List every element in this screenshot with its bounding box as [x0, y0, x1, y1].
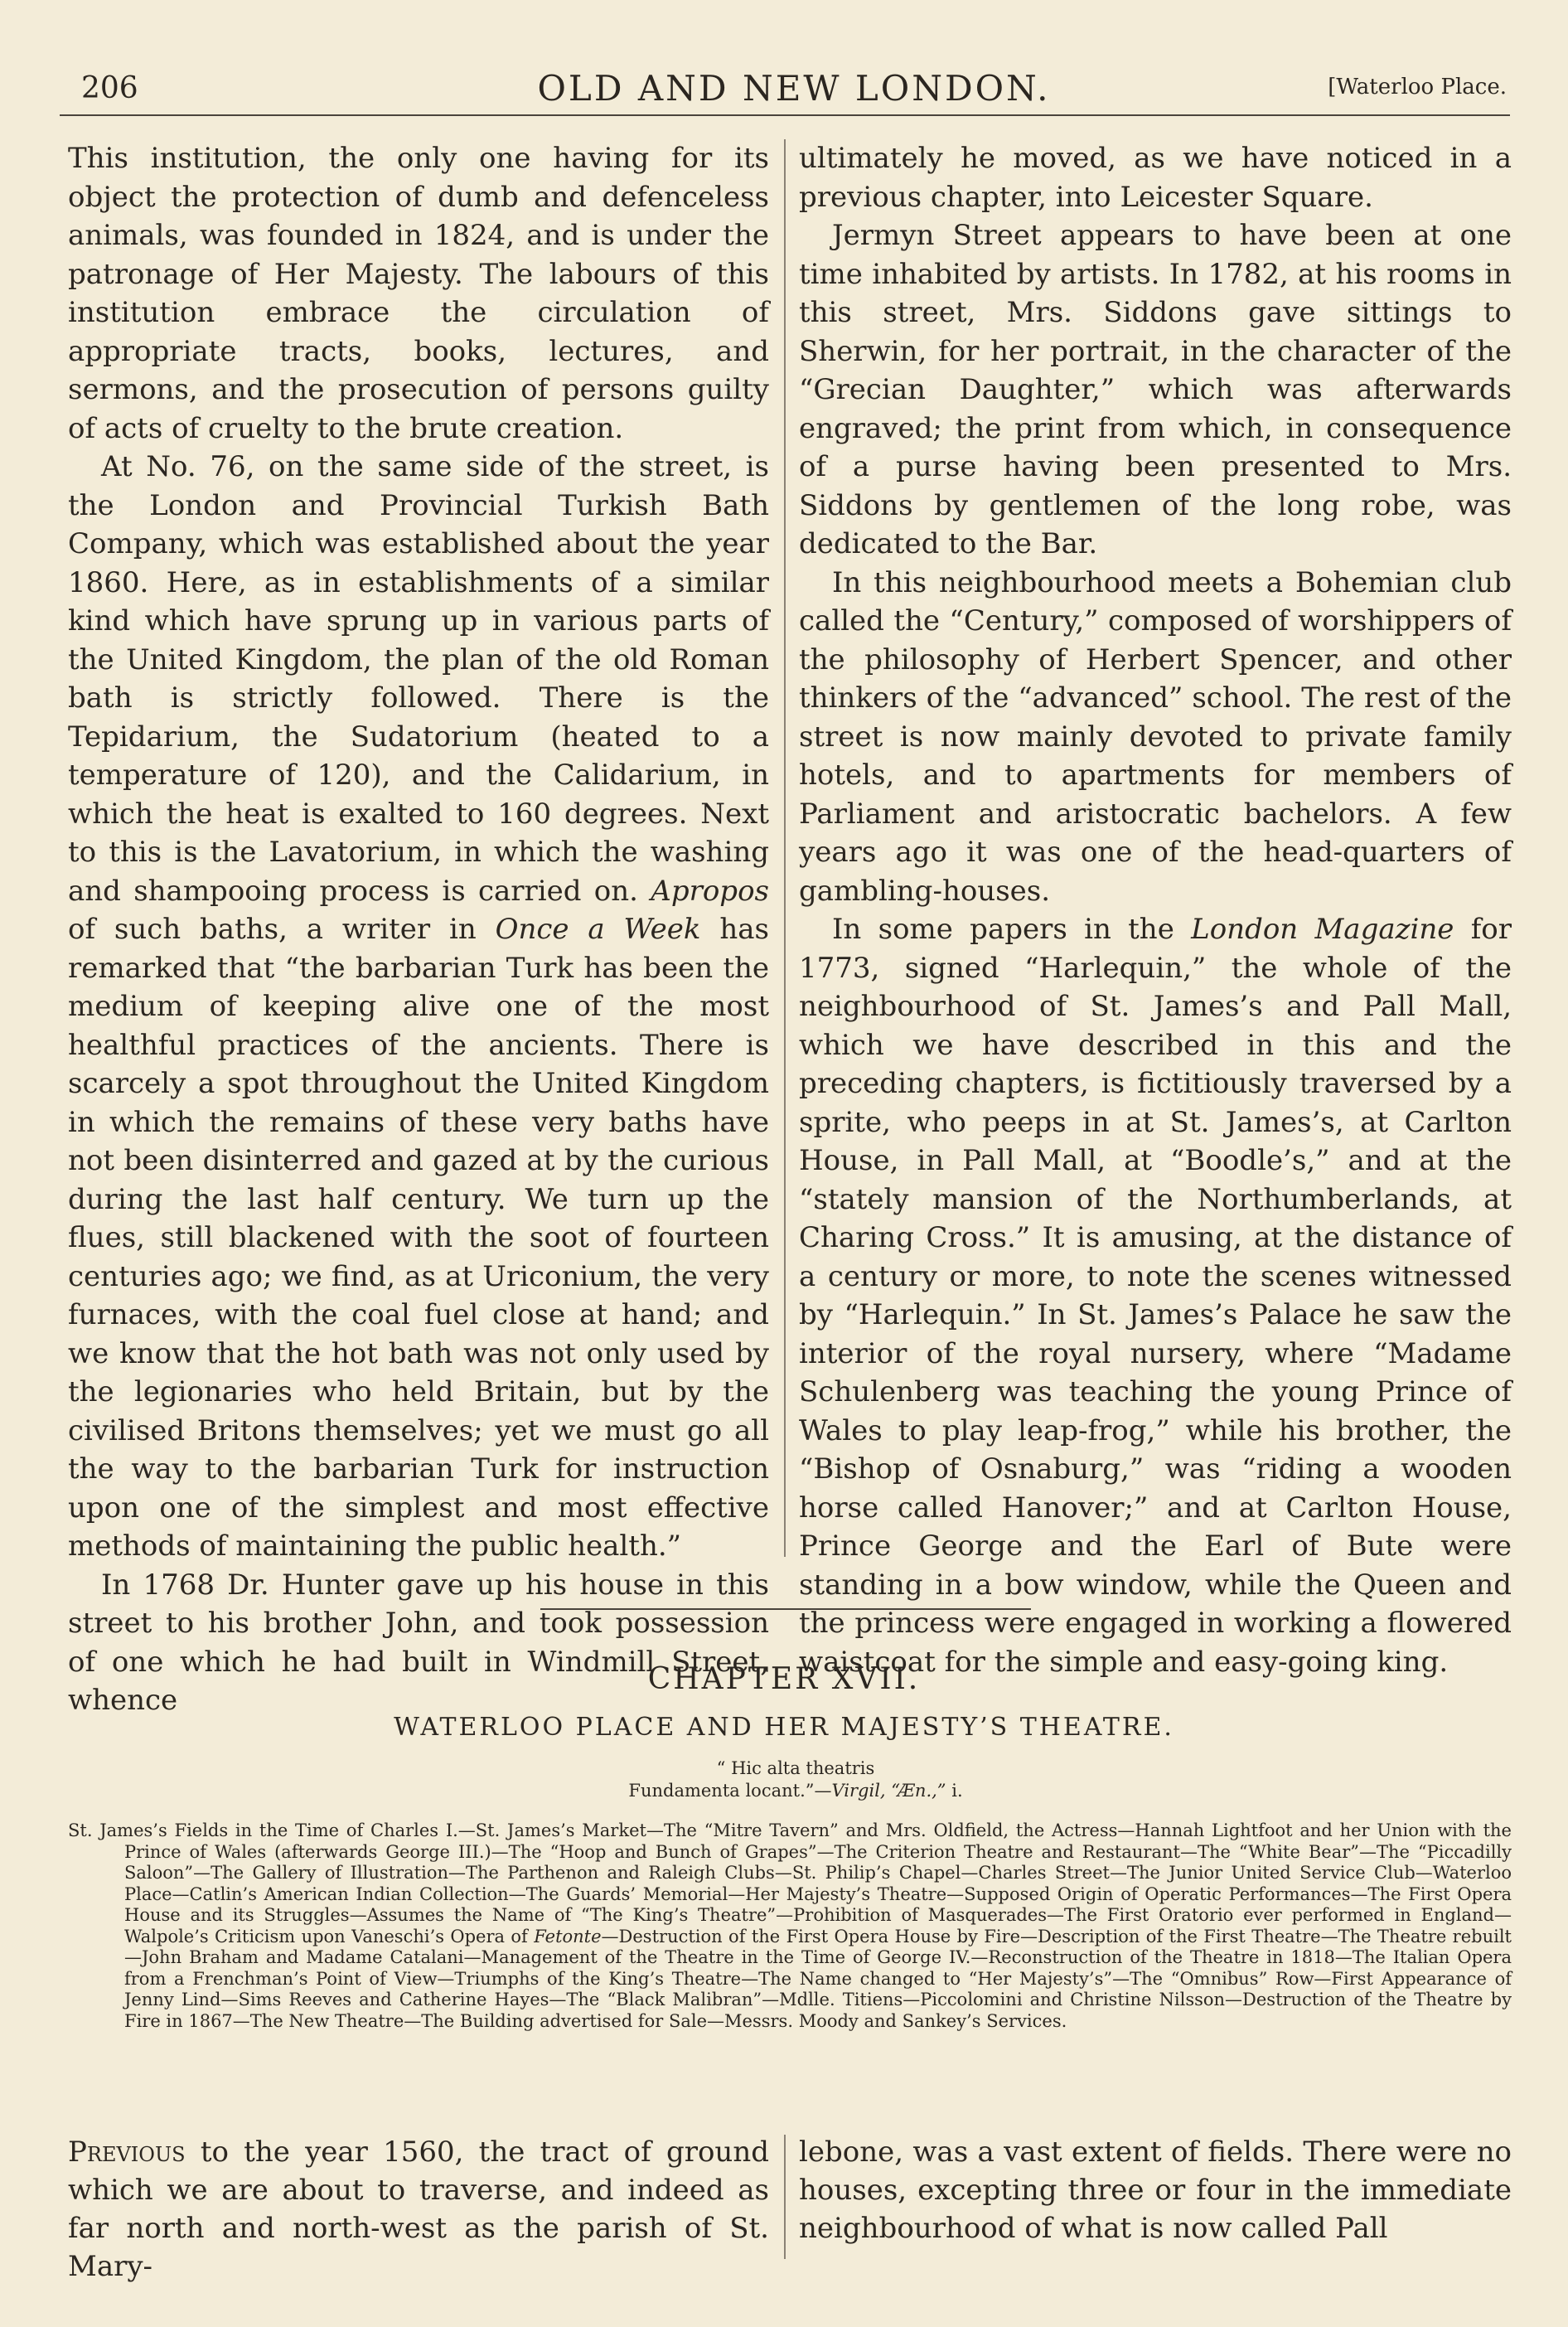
paragraph-text: to the year 1560, the tract of ground which we are about to traverse, and indeed as far north and north-west as the parish of St. Mary-: [68, 2136, 769, 2283]
chapter-right-column: [799, 2133, 1512, 2247]
chapter-left-column: [68, 2133, 769, 2286]
epigraph-line: “ Hic alta theatris: [716, 1758, 875, 1778]
italic-apropos: Apropos: [651, 874, 769, 908]
running-head: [81, 65, 1507, 111]
paragraph-text: In some papers in the: [832, 913, 1174, 946]
paragraph: In this neighbourhood meets a Bohemian club called the “Century,” composed of worshippers of the philosophy of Herbert Spencer, and other thinkers of the “advanced” school. The rest of the street is now mainly devoted to private family hotels, and to apartments for members of Parliament and aristocratic bachelors. A few years ago it was one of the head-quarters of gambling-houses.: [799, 565, 1512, 908]
epigraph-text: Fundamenta locant.”—: [628, 1781, 832, 1801]
paragraph: ultimately he moved, as we have noticed in a previous chapter, into Leicester Square.: [799, 142, 1512, 214]
epigraph: [580, 1757, 1011, 1802]
running-section: [Waterloo Place.: [1328, 75, 1507, 99]
paragraph-text: of such baths, a writer in: [68, 913, 477, 946]
chapter-number: CHAPTER XVII.: [647, 1662, 921, 1696]
paragraph: lebone, was a vast extent of fields. There were no houses, excepting three or four in the immediate neighbourhood of what is now called Pall: [799, 2136, 1512, 2245]
italic-publication: Once a Week: [495, 913, 701, 946]
head-rule: [60, 114, 1510, 116]
chapter-rule: [540, 1608, 1031, 1610]
paragraph: Jermyn Street appears to have been at one time inhabited by artists. In 1782, at his rooms in this street, Mrs. Siddons gave sittings to Sherwin, for her portrait, in the character of the “Grecian Daughter,” which was afterwards engraved; the print from which, in consequence of a purse having been presented to Mrs. Siddons by gentlemen of the long robe, was dedicated to the Bar.: [799, 219, 1512, 560]
page-number: 206: [81, 71, 138, 105]
epigraph-source: Virgil, “Æn.,”: [831, 1781, 946, 1801]
epigraph-line: [580, 1780, 1011, 1802]
synopsis-text: —Destruction of the First Opera House by Fire—Description of the First Theatre—The Theatre rebuilt—John Braham and Madame Catalani—Management of the Theatre in the Time of George IV.—Reconstruction of the Theatre in 1818—The Italian Opera from a Frenchman’s Point of View—Triumphs of the King’s Theatre—The Name changed to “Her Majesty’s”—The “Omnibus” Row—First Appearance of Jenny Lind—Sims Reeves and Catherine Hayes—The “Black Malibran”—Mdlle. Titiens—Piccolomini and Christine Nilsson—Destruction of the Theatre by Fire in 1867—The New Theatre—The Building advertised for Sale—Messrs. Moody and Sankey’s Services.: [124, 1926, 1512, 2031]
chapter-synopsis: [68, 1820, 1512, 2032]
right-column: [799, 139, 1512, 1681]
italic-publication: London Magazine: [1191, 913, 1454, 946]
paragraph-text: At No. 76, on the same side of the street, is the London and Provincial Turkish Bath Company, which was established about the year 1860. Here, as in establishments of a similar kind which have sprung up in various parts of the United Kingdom, the plan of the old Roman bath is strictly followed. There is the Tepidarium, the Sudatorium (heated to a temperature of 120), and the Calidarium, in which the heat is exalted to 160 degrees. Next to this is the Lavatorium, in which the washing and shampooing process is carried on.: [68, 450, 769, 908]
paragraph: This institution, the only one having for its object the protection of dumb and defenceless animals, was founded in 1824, and is under the patronage of Her Majesty. The labours of this institution embrace the circulation of appropriate tracts, books, lectures, and sermons, and the prosecution of persons guilty of acts of cruelty to the brute creation.: [68, 142, 769, 445]
column-divider: [784, 139, 786, 1557]
paragraph: [799, 910, 1512, 1681]
paragraph: In 1768 Dr. Hunter gave up his house in this street to his brother John, and took possession of one which he had built in Windmill Street, whence: [68, 1568, 769, 1717]
paragraph-text: for 1773, signed “Harlequin,” the whole of the neighbourhood of St. James’s and Pall Mall, which we have described in this and the preceding chapters, is fictitiously traversed by a sprite, who peeps in at St. James’s, at Carlton House, in Pall Mall, at “Boodle’s,” and at the “stately mansion of the Northumberlands, at Charing Cross.” It is amusing, at the distance of a century or more, to note the scenes witnessed by “Harlequin.” In St. James’s Palace he saw the interior of the royal nursery, where “Madame Schulenberg was teaching the young Prince of Wales to play leap-frog,” while his brother, the “Bishop of Osnaburg,” was “riding a wooden horse called Hanover;” and at Carlton House, Prince George and the Earl of Bute were standing in a bow window, while the Queen and the princess were engaged in working a flowered waistcoat for the simple and easy-going king.: [799, 913, 1512, 1679]
paragraph: [68, 448, 769, 1566]
paragraph-text: has remarked that “the barbarian Turk has been the medium of keeping alive one of the most healthful practices of the ancients. There is scarcely a spot throughout the United Kingdom in which the remains of these very baths have not been disinterred and gazed at by the curious during the last half century. We turn up the flues, still blackened with the soot of fourteen centuries ago; we find, as at Uriconium, the very furnaces, with the coal fuel close at hand; and we know that the hot bath was not only used by the legionaries who held Britain, but by the civilised Britons themselves; yet we must go all the way to the barbarian Turk for instruction upon one of the simplest and most effective methods of maintaining the public health.”: [68, 913, 770, 1563]
synopsis-italic: Fetonte: [534, 1926, 602, 1946]
left-column: [68, 139, 769, 1720]
opening-word: Previous: [68, 2136, 186, 2169]
chapter-title: WATERLOO PLACE AND HER MAJESTY’S THEATRE.: [394, 1713, 1174, 1742]
synopsis-text: St. James’s Fields in the Time of Charles I.—St. James’s Market—The “Mitre Tavern” and Mrs. Oldfield, the Actress—Hannah Lightfoot and her Union with the Prince of Wales (afterwards George III.)—The “Hoop and Bunch of Grapes”—The Criterion Theatre and Restaurant—The “White Bear”—The “Piccadilly Saloon”—The Gallery of Illustration—The Parthenon and Raleigh Clubs—St. Philip’s Chapel—Charles Street—The Junior United Service Club—Waterloo Place—Catlin’s American Indian Collection—The Guards’ Memorial—Her Majesty’s Theatre—Supposed Origin of Operatic Performances—The First Opera House and its Struggles—Assumes the Name of “The King’s Theatre”—Prohibition of Masquerades—The First Oratorio ever performed in England—Walpole’s Criticism upon Vaneschi’s Opera of: [68, 1820, 1512, 1946]
paragraph: [68, 2133, 769, 2286]
column-divider: [784, 2135, 786, 2259]
running-title: OLD AND NEW LONDON.: [537, 68, 1051, 109]
epigraph-ref: i.: [946, 1781, 963, 1801]
